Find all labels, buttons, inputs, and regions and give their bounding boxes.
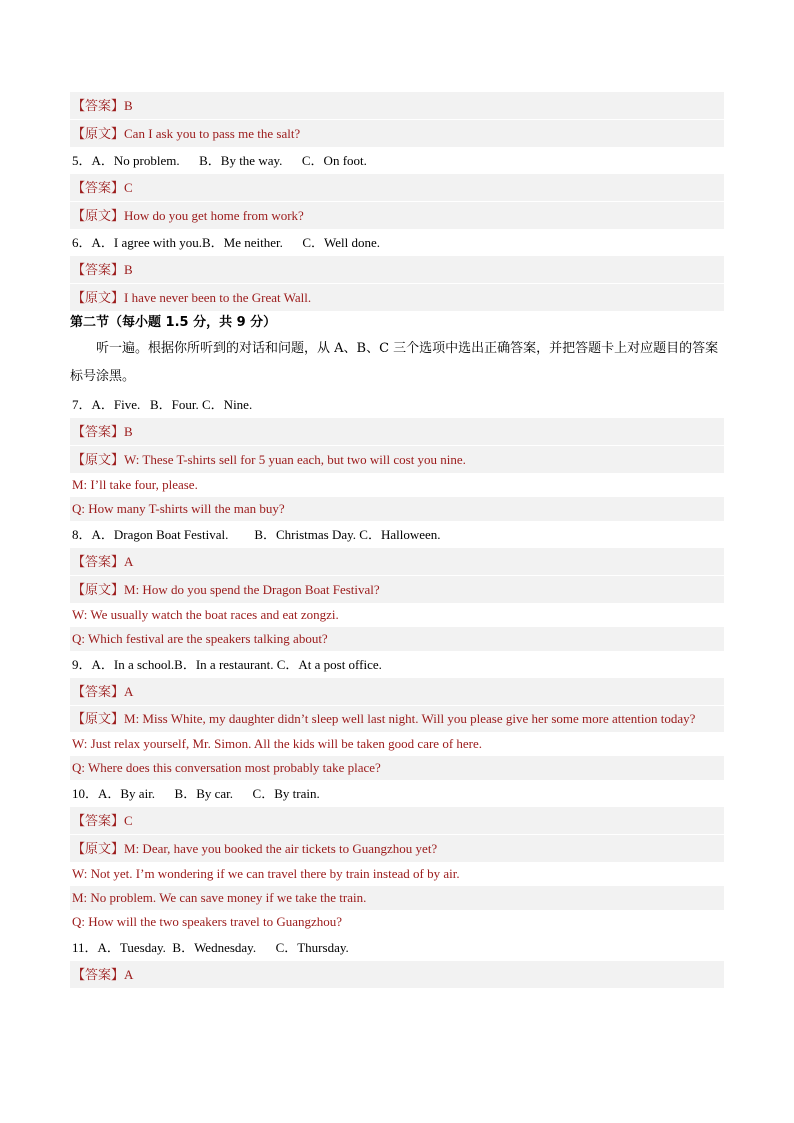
- question-options: 10．A．By air. B．By car. C．By train.: [72, 786, 320, 801]
- transcript-line: M: I’ll take four, please.: [72, 477, 198, 492]
- transcript-text: How do you get home from work?: [124, 208, 304, 223]
- answer-label: 【答案】: [72, 424, 125, 439]
- answer-label: 【答案】: [72, 180, 125, 195]
- answer-value: B: [124, 262, 133, 277]
- transcript-line: Q: How will the two speakers travel to Guangzhou?: [72, 914, 343, 929]
- answer-value: A: [124, 554, 134, 569]
- transcript-row: [70, 706, 724, 732]
- transcript-line: Q: Where does this conversation most probably take place?: [70, 756, 724, 780]
- transcript-line: M: No problem. We can save money if we take the train.: [70, 886, 724, 910]
- transcript-row: [70, 446, 724, 473]
- transcript-label: 【原文】: [72, 126, 125, 141]
- answer-value: A: [124, 967, 134, 982]
- answer-label: 【答案】: [72, 813, 125, 828]
- answer-label: 【答案】: [72, 98, 125, 113]
- answer-label: 【答案】: [72, 554, 125, 569]
- transcript-text: W: These T-shirts sell for 5 yuan each, but two will cost you nine.: [124, 452, 466, 467]
- question-options: 9．A．In a school.B．In a restaurant. C．At a post office.: [72, 657, 382, 672]
- transcript-text: M: Miss White, my daughter didn’t sleep well last night. Will you please give her some more attention today?: [124, 711, 696, 726]
- question-options: 6．A．I agree with you.B．Me neither. C．Well done.: [72, 235, 381, 250]
- transcript-label: 【原文】: [72, 711, 125, 726]
- transcript-row: [70, 120, 724, 147]
- transcript-line: Q: Which festival are the speakers talking about?: [70, 627, 724, 651]
- answer-label: 【答案】: [72, 684, 125, 699]
- transcript-label: 【原文】: [72, 208, 125, 223]
- question-options: 11．A．Tuesday. B．Wednesday. C．Thursday.: [72, 940, 349, 955]
- section-instruction: 听一遍。根据你所听到的对话和问题，从 A、B、C 三个选项中选出正确答案，并把答题卡上对应题目的答案标号涂黑。: [70, 341, 719, 384]
- answer-label: 【答案】: [72, 262, 125, 277]
- question-options: 8．A．Dragon Boat Festival. B．Christmas Day. C．Halloween.: [72, 527, 441, 542]
- transcript-row: [70, 576, 724, 603]
- section-title: 第二节（每小题 1.5 分，共 9 分）: [70, 315, 277, 330]
- transcript-line: Q: How many T-shirts will the man buy?: [70, 497, 724, 521]
- transcript-text: Can I ask you to pass me the salt?: [124, 126, 301, 141]
- question-options: 7．A．Five. B．Four. C．Nine.: [72, 397, 253, 412]
- transcript-line: W: Just relax yourself, Mr. Simon. All the kids will be taken good care of here.: [72, 736, 483, 751]
- answer-value: C: [124, 813, 133, 828]
- transcript-row: [70, 202, 724, 229]
- answer-label: 【答案】: [72, 967, 125, 982]
- transcript-text: I have never been to the Great Wall.: [124, 290, 312, 305]
- transcript-row: [70, 835, 724, 862]
- answer-row: [70, 678, 724, 705]
- document-page: [70, 92, 724, 988]
- transcript-label: 【原文】: [72, 582, 125, 597]
- transcript-label: 【原文】: [72, 841, 125, 856]
- transcript-row: [70, 284, 724, 311]
- question-options: 5．A．No problem. B．By the way. C．On foot.: [72, 153, 367, 168]
- answer-value: B: [124, 98, 133, 113]
- answer-row: [70, 548, 724, 575]
- answer-row: [70, 418, 724, 445]
- answer-row: [70, 174, 724, 201]
- answer-value: B: [124, 424, 133, 439]
- answer-value: C: [124, 180, 133, 195]
- transcript-text: M: How do you spend the Dragon Boat Festival?: [124, 582, 380, 597]
- answer-row: [70, 807, 724, 834]
- transcript-text: M: Dear, have you booked the air tickets to Guangzhou yet?: [124, 841, 438, 856]
- answer-value: A: [124, 684, 134, 699]
- answer-row: [70, 256, 724, 283]
- answer-row: [70, 961, 724, 988]
- transcript-line: W: Not yet. I’m wondering if we can travel there by train instead of by air.: [72, 866, 460, 881]
- transcript-label: 【原文】: [72, 452, 125, 467]
- transcript-line: W: We usually watch the boat races and eat zongzi.: [72, 607, 339, 622]
- transcript-label: 【原文】: [72, 290, 125, 305]
- answer-row: [70, 92, 724, 119]
